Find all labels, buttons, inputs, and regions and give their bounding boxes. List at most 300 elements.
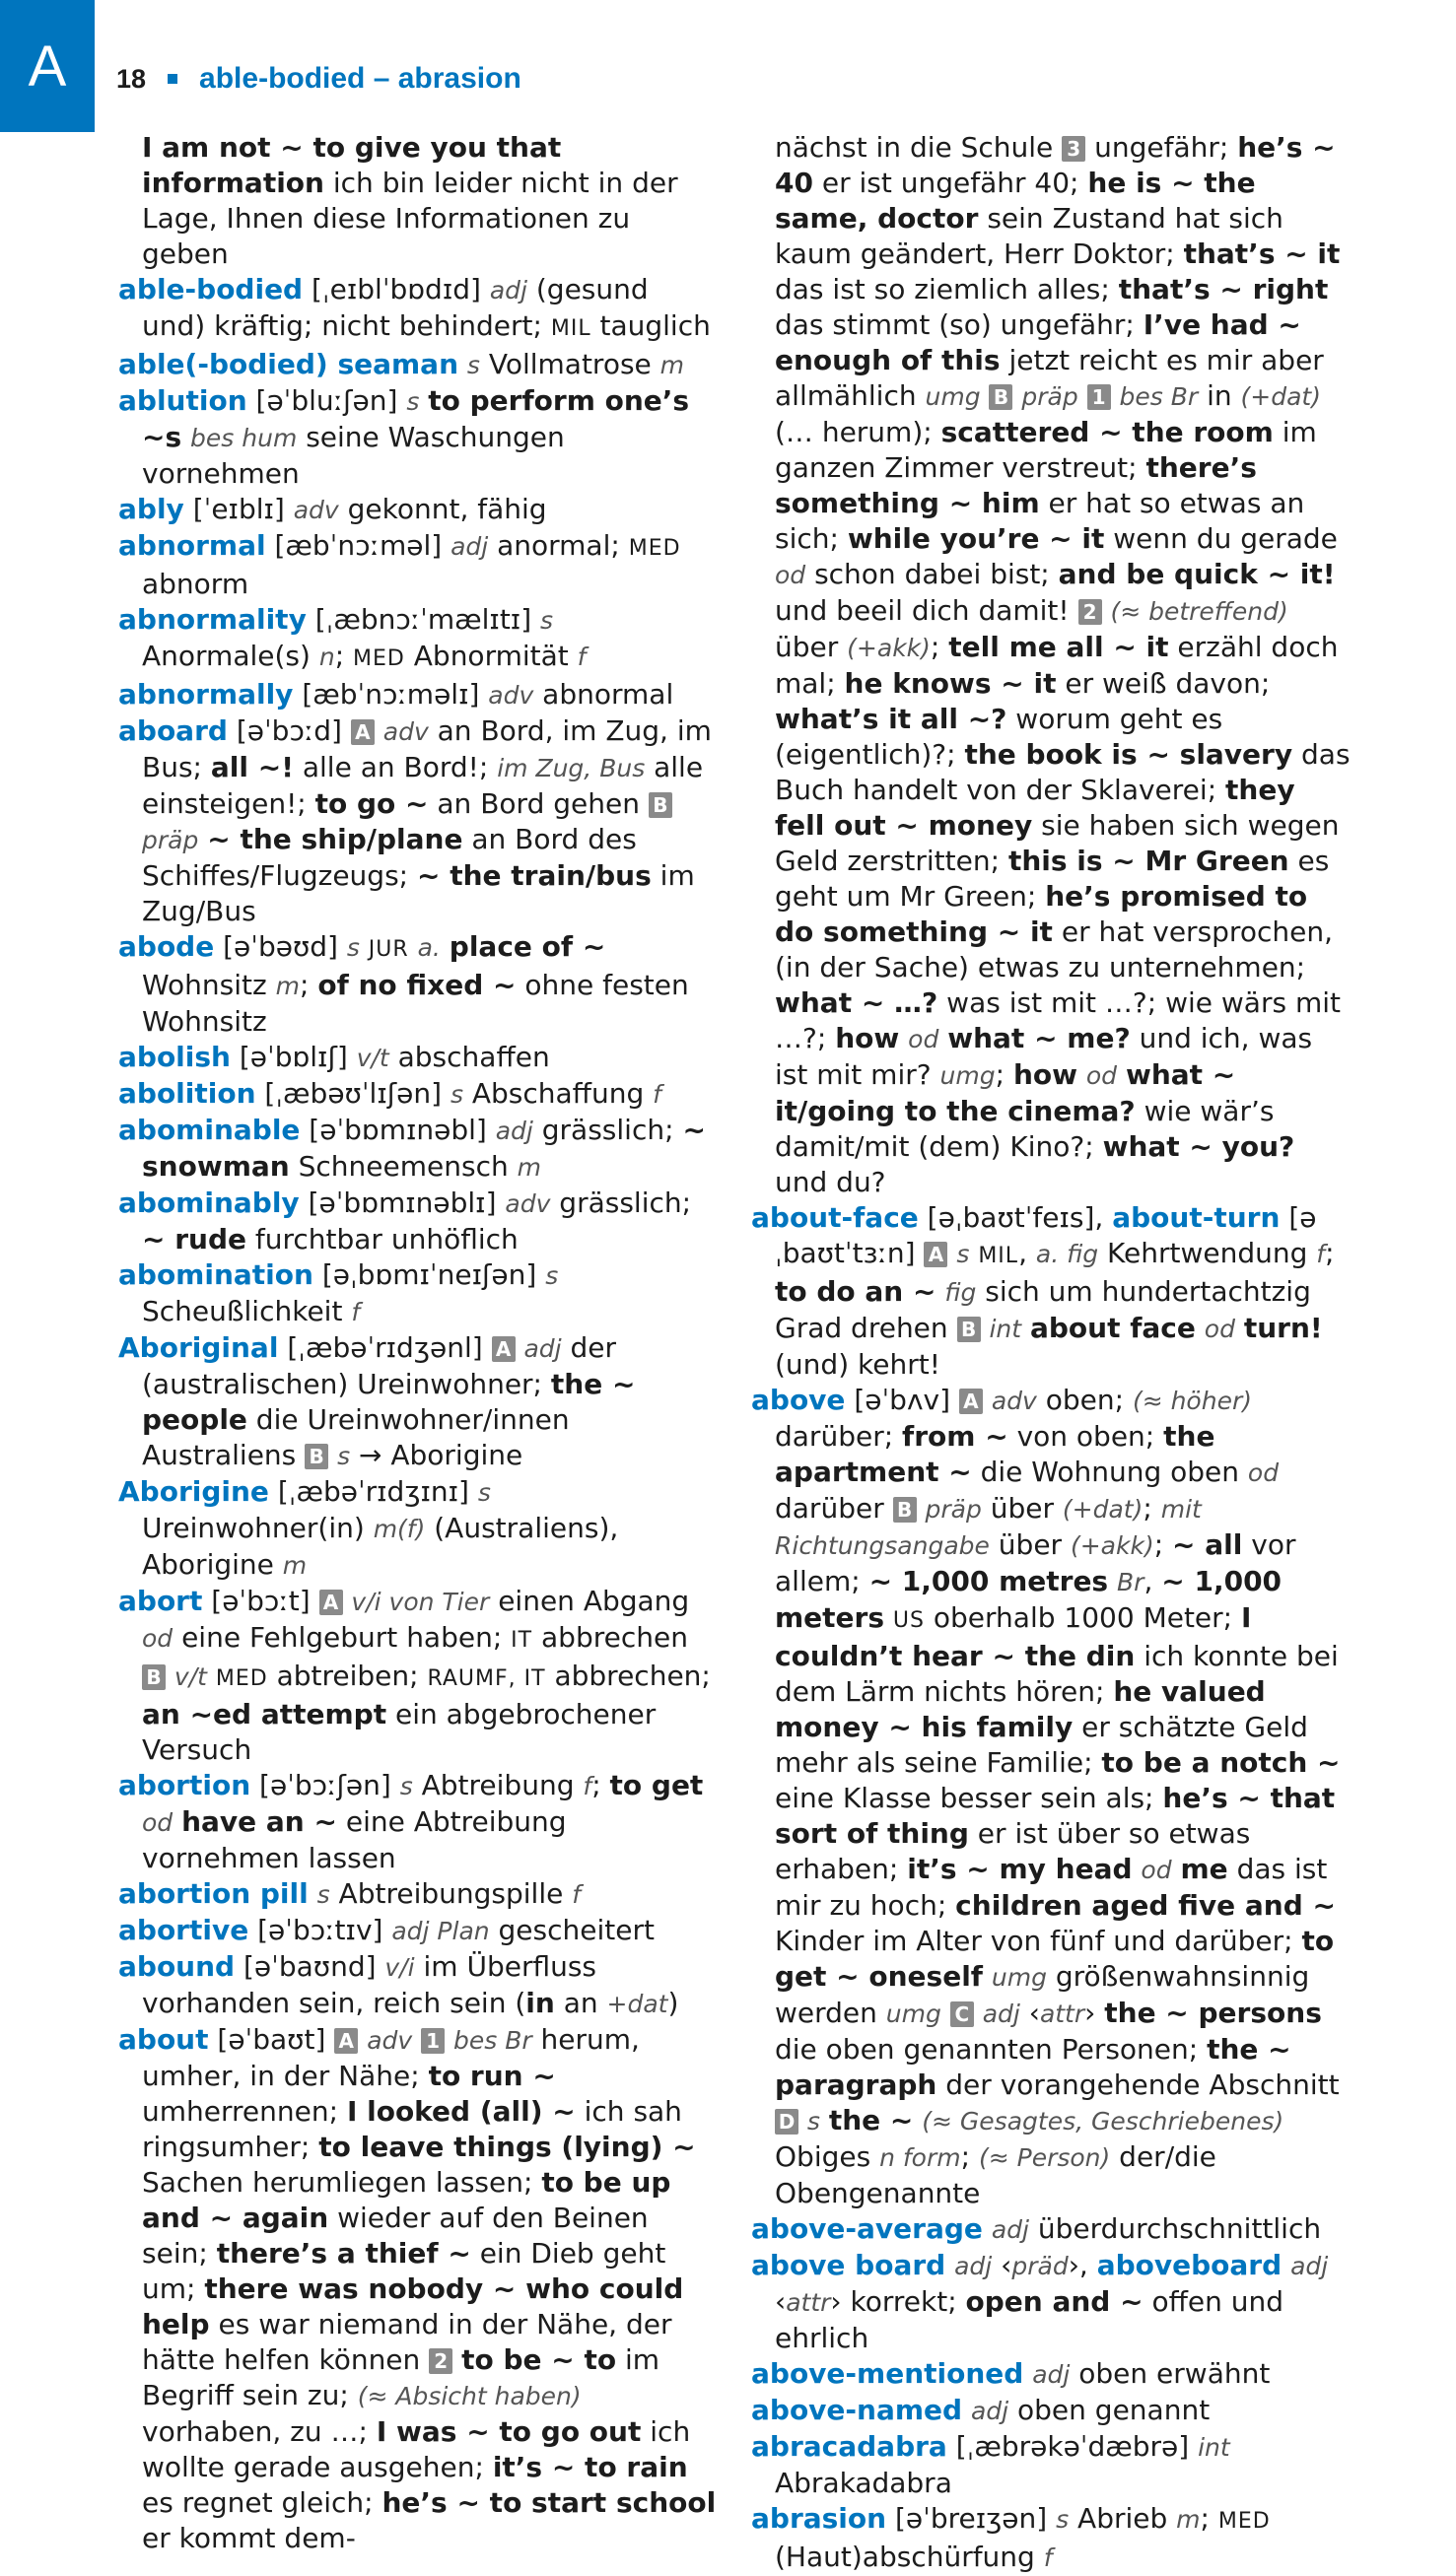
entry-text: abnormal — [533, 678, 674, 711]
entry-text: darüber; — [775, 1420, 903, 1453]
entry-text: ; — [960, 2140, 979, 2173]
entry-text: › — [1084, 1997, 1105, 2029]
example-phrase: to run ~ — [428, 2060, 556, 2092]
entry-text: seine Waschungen vornehmen — [142, 421, 565, 490]
running-head-range: able-bodied – abrasion — [199, 62, 521, 95]
subject-label: MIL — [550, 316, 591, 341]
headword: Aborigine — [118, 1475, 269, 1508]
entry-text: (… herum); — [775, 416, 941, 448]
grammar-label: umg — [991, 1963, 1047, 1992]
example-phrase: he’s ~ to start school — [381, 2486, 717, 2519]
entry-text: [əˌbaʊtˈtɜːn] — [775, 1201, 1317, 1269]
entry-text — [360, 930, 369, 963]
grammar-label: adj — [991, 2215, 1029, 2244]
entry-text — [181, 421, 190, 453]
section-letter-tab — [0, 0, 95, 132]
example-phrase: to get ~ oneself — [775, 1925, 1335, 1993]
example-phrase: to be a notch ~ — [1101, 1746, 1341, 1779]
example-phrase: I am not ~ to give you that information — [142, 131, 562, 199]
entry-text: [əˈbʌv] — [845, 1384, 959, 1416]
example-phrase: he’s ~ 40 — [775, 131, 1336, 199]
example-phrase: tell me all ~ it — [948, 631, 1169, 663]
entry-text: der vorangehende Abschnitt — [936, 2068, 1340, 2101]
entry-text — [441, 930, 450, 963]
example-phrase: about face — [1029, 1312, 1196, 1344]
grammar-label: Br — [1117, 1568, 1144, 1596]
grammar-label: mit Richtungsangabe — [775, 1495, 1202, 1560]
example-phrase: to get — [609, 1769, 704, 1801]
sense-marker: B — [305, 1444, 328, 1469]
entry-text: alle an Bord!; — [293, 751, 498, 783]
dictionary-entry — [118, 1768, 720, 1876]
entry-text: er hat so etwas an sich; — [775, 487, 1305, 555]
entry-text: schon dabei bist; — [805, 558, 1059, 590]
example-phrase: to be up and ~ again — [142, 2166, 671, 2234]
grammar-label: adv — [382, 717, 429, 746]
entry-text: ; — [1153, 1528, 1173, 1561]
entry-text — [445, 2023, 453, 2056]
entry-continuation — [118, 130, 720, 272]
grammar-label: (≈ betreffend) — [1110, 597, 1288, 626]
grammar-label: od — [1247, 1458, 1280, 1487]
example-phrase: scattered ~ the room — [940, 416, 1274, 448]
example-phrase: in — [525, 1987, 555, 2019]
example-phrase: he valued money ~ his family — [775, 1675, 1266, 1743]
grammar-label: m(f) — [373, 1515, 426, 1543]
example-phrase: turn! — [1243, 1312, 1323, 1344]
entry-text: [æbˈnɔːməl] — [265, 529, 451, 562]
example-phrase: what ~ it/going to the cinema? — [775, 1058, 1236, 1127]
entry-text — [173, 1805, 181, 1838]
entry-text: Wohnsitz — [142, 969, 276, 1001]
grammar-label: int — [989, 1315, 1022, 1343]
entry-text — [1196, 1312, 1205, 1344]
example-phrase: I couldn’t hear ~ the din — [775, 1601, 1252, 1672]
entry-text: im Überfluss vorhanden sein, reich sein ( — [142, 1950, 597, 2019]
dictionary-entry — [118, 528, 720, 602]
example-phrase: children aged five and ~ — [955, 1889, 1336, 1922]
grammar-label: adv — [991, 1387, 1037, 1415]
example-phrase: that’s ~ it — [1183, 237, 1341, 270]
entry-text: größenwahnsinnig werden — [775, 1960, 1310, 2029]
dictionary-entry — [118, 713, 720, 929]
entry-text: grässlich; — [550, 1186, 692, 1219]
entry-text: tauglich — [590, 309, 711, 342]
dictionary-entry — [751, 2356, 1352, 2393]
grammar-label: adj — [1290, 2252, 1329, 2280]
entry-text: die Wohnung oben — [971, 1456, 1248, 1488]
entry-text: die Ureinwohner/innen Australiens — [142, 1403, 570, 1471]
dictionary-column-right — [751, 130, 1352, 2576]
entry-text: → Aborigine — [350, 1439, 523, 1471]
grammar-label: +dat — [606, 1990, 668, 2018]
entry-text: wenn du gerade — [1104, 522, 1338, 555]
example-phrase: there was nobody ~ who could help — [142, 2272, 684, 2340]
entry-text: [ˈeɪblɪ] — [183, 493, 294, 525]
entry-text: [əˌbɒmɪˈneɪʃən] — [312, 1258, 546, 1291]
headword: above board — [751, 2249, 946, 2281]
example-phrase: ~ rude — [142, 1223, 246, 1255]
entry-text: abnorm — [142, 568, 249, 600]
grammar-label: s — [337, 1442, 351, 1470]
dictionary-entry — [751, 2429, 1352, 2501]
grammar-label: s — [346, 933, 360, 962]
example-phrase: the ~ paragraph — [775, 2033, 1291, 2101]
grammar-label: f — [351, 1298, 361, 1326]
sense-marker: 3 — [1062, 136, 1085, 162]
entry-text: , — [1018, 1237, 1036, 1269]
grammar-label: bes hum — [190, 424, 298, 452]
dictionary-entry — [118, 1330, 720, 1474]
headword: about-turn — [1112, 1201, 1281, 1234]
grammar-label: s — [1056, 2505, 1070, 2534]
entry-text: [əˈbɔːʃən] — [250, 1769, 400, 1801]
example-phrase: I looked (all) ~ — [346, 2095, 576, 2128]
entry-text: Abtreibungspille — [329, 1877, 573, 1910]
example-phrase: I was ~ to go out — [376, 2415, 642, 2448]
grammar-label: od — [1204, 1315, 1235, 1343]
entry-text: [əˈbreɪʒən] — [886, 2502, 1057, 2535]
headword: above-average — [751, 2212, 983, 2245]
entry-text: [əˈbaʊt] — [208, 2023, 335, 2056]
grammar-label: n form — [879, 2143, 961, 2172]
entry-text: er schätzte Geld mehr als seine Familie; — [775, 1711, 1308, 1779]
running-header — [116, 59, 521, 99]
dictionary-entry — [118, 272, 720, 347]
sense-marker: B — [957, 1317, 981, 1342]
entry-text: vor allem; — [775, 1528, 1296, 1597]
grammar-label: adj — [495, 1117, 533, 1145]
grammar-label: od — [1141, 1856, 1172, 1884]
entry-text: ; — [591, 1769, 610, 1801]
entry-text: die oben genannten Personen; — [775, 2033, 1208, 2066]
sense-marker: B — [893, 1497, 917, 1523]
grammar-label: f — [572, 1880, 582, 1909]
entry-text — [941, 1997, 950, 2029]
entry-text: Scheußlichkeit — [142, 1295, 352, 1327]
dictionary-entry — [118, 1186, 720, 1257]
entry-text: [əˈbaʊnd] — [235, 1950, 385, 1983]
entry-text: es regnet gleich; — [142, 2486, 382, 2519]
headword: aboveboard — [1096, 2249, 1283, 2281]
grammar-label: adv — [367, 2026, 413, 2055]
entry-text — [458, 348, 467, 380]
entry-text: (gesund und) kräftig; nicht behindert; — [142, 273, 649, 342]
section-letter: A — [28, 34, 67, 99]
dictionary-column-left — [118, 130, 720, 2556]
headword: Aboriginal — [118, 1331, 279, 1364]
example-phrase: the ~ people — [142, 1368, 636, 1436]
entry-text: ; — [930, 631, 949, 663]
entry-text: es geht um Mr Green; — [775, 845, 1330, 913]
grammar-label: v/i von Tier — [351, 1588, 490, 1616]
example-phrase: ~ the train/bus — [417, 859, 652, 892]
grammar-label: s — [477, 1478, 491, 1507]
entry-text: eine Abtreibung vornehmen lassen — [142, 1805, 567, 1874]
entry-text: das ist mir zu hoch; — [775, 1853, 1328, 1922]
example-phrase: to do an ~ — [775, 1275, 936, 1308]
entry-text — [1235, 1312, 1244, 1344]
headword: ably — [118, 493, 184, 525]
entry-text: ) — [667, 1987, 679, 2019]
headword: abnormality — [118, 603, 307, 636]
entry-text: gescheitert — [489, 1914, 655, 1946]
grammar-label: adj — [970, 2397, 1009, 2425]
example-phrase: place of ~ — [449, 930, 606, 963]
grammar-label: od — [142, 1808, 173, 1837]
example-phrase: I’ve had ~ enough of this — [775, 308, 1301, 376]
grammar-label: od — [1085, 1061, 1118, 1090]
example-phrase: all ~! — [210, 751, 294, 783]
entry-text: der (australischen) Ureinwohner; — [142, 1331, 617, 1400]
example-phrase: ~ all — [1172, 1528, 1243, 1561]
entry-text: › korrekt; — [830, 2285, 966, 2318]
dictionary-entry — [751, 1383, 1352, 2211]
entry-text: umherrennen; — [142, 2095, 347, 2128]
entry-text: ; — [299, 969, 318, 1001]
entry-text: Schneemensch — [289, 1150, 518, 1183]
entry-text: einen Abgang — [489, 1585, 690, 1617]
example-phrase: what’s it all ~? — [775, 703, 1007, 735]
subject-label: RAUMF, IT — [427, 1666, 546, 1691]
headword: abortion — [118, 1769, 251, 1801]
entry-text: Abtreibung — [412, 1769, 584, 1801]
entry-text: Abrieb — [1069, 2502, 1177, 2535]
entry-text: ungefähr; — [1085, 131, 1238, 164]
entry-text: gekonnt, fähig — [338, 493, 547, 525]
entry-text — [936, 1275, 944, 1308]
page-number: 18 — [116, 63, 147, 94]
entry-text: er weiß davon; — [1056, 667, 1271, 700]
entry-text: Ureinwohner(in) — [142, 1512, 374, 1544]
subject-label: IT — [511, 1628, 533, 1653]
dictionary-entry — [118, 1076, 720, 1113]
headword: about-face — [751, 1201, 919, 1234]
sense-marker: B — [989, 384, 1012, 410]
entry-text — [1172, 1853, 1181, 1885]
entry-text: ein Dieb geht um; — [142, 2237, 666, 2305]
entry-text: [ˌæbəʊˈlɪʃən] — [255, 1077, 451, 1110]
entry-text: ‹ — [775, 2285, 787, 2318]
entry-text: das Buch handelt von der Sklaverei; — [775, 738, 1351, 806]
entry-text: von oben; — [1007, 1420, 1164, 1453]
grammar-label: s — [316, 1880, 330, 1909]
entry-text: über — [775, 631, 848, 663]
entry-text — [820, 2104, 829, 2136]
example-phrase: he knows ~ it — [844, 667, 1057, 700]
entry-text: Anormale(s) — [142, 640, 319, 672]
entry-text — [409, 930, 418, 963]
headword: abortive — [118, 1914, 249, 1946]
grammar-label: int — [1198, 2433, 1230, 2462]
example-phrase: they fell out ~ money — [775, 774, 1295, 842]
example-phrase: and be quick ~ it! — [1058, 558, 1336, 590]
grammar-label: präd — [1011, 2252, 1069, 2280]
grammar-label: s — [406, 387, 420, 416]
example-phrase: there’s a thief ~ — [216, 2237, 471, 2270]
entry-text — [1108, 1565, 1117, 1597]
entry-text: abtreiben; — [267, 1660, 428, 1692]
entry-text — [938, 1022, 947, 1054]
entry-text: alle einsteigen!; — [142, 751, 704, 820]
entry-text — [198, 823, 207, 855]
entry-text: (und) kehrt! — [775, 1348, 940, 1381]
grammar-label: attr — [786, 2288, 831, 2317]
grammar-label: a. — [417, 933, 441, 962]
entry-text: in — [1198, 379, 1241, 412]
entry-text — [798, 2104, 807, 2136]
entry-text: [əˌbaʊtˈfeɪs], — [918, 1201, 1113, 1234]
example-phrase: to perform one’s ~s — [142, 384, 690, 453]
grammar-label: s — [956, 1240, 970, 1268]
entry-text — [983, 2212, 992, 2245]
grammar-label: f — [1316, 1240, 1326, 1268]
grammar-label: (+akk) — [847, 634, 931, 662]
grammar-label: adv — [488, 681, 534, 710]
entry-text: ; — [1143, 1492, 1161, 1525]
headword: above-mentioned — [751, 2357, 1024, 2390]
entry-text: ich sah ringsumher; — [142, 2095, 682, 2163]
grammar-label: adj — [523, 1334, 562, 1363]
subject-label: MED — [353, 646, 405, 671]
entry-text: ‹ — [992, 2249, 1012, 2281]
entry-text: sein Zustand hat sich kaum geändert, Herr Doktor; — [775, 202, 1283, 270]
sense-marker: A — [334, 2028, 358, 2054]
entry-text: ‹ — [1019, 1997, 1040, 2029]
sense-marker: D — [775, 2109, 798, 2135]
entry-text — [1111, 379, 1120, 412]
entry-text: ich wollte gerade ausgehen; — [142, 2415, 691, 2483]
entry-text: das ist so ziemlich alles; — [775, 273, 1119, 305]
grammar-label: f — [653, 1080, 661, 1109]
entry-text — [358, 2023, 367, 2056]
dictionary-entry — [118, 1876, 720, 1913]
dictionary-entry — [118, 347, 720, 383]
headword: ablution — [118, 384, 247, 417]
subject-label: MIL — [978, 1244, 1019, 1268]
dictionary-entry — [751, 1200, 1352, 1383]
sense-marker: B — [142, 1664, 166, 1690]
headword: abnormally — [118, 678, 294, 711]
entry-text: oben; — [1036, 1384, 1133, 1416]
entry-text: (Haut)abschürfung — [775, 2541, 1044, 2573]
example-phrase: how — [835, 1022, 900, 1054]
entry-text: oberhalb 1000 Meter; — [925, 1601, 1242, 1634]
grammar-label: (≈ Absicht haben) — [357, 2382, 582, 2410]
header-bullet — [168, 74, 177, 84]
entry-text: wie wär’s damit/mit (dem) Kino?; — [775, 1095, 1275, 1163]
example-phrase: from ~ — [902, 1420, 1008, 1453]
example-phrase: that’s ~ right — [1118, 273, 1329, 305]
dictionary-entry — [118, 677, 720, 713]
entry-text: [əˈbɒlɪʃ] — [230, 1041, 357, 1073]
entry-text: [əˈbɔːtɪv] — [248, 1914, 392, 1946]
entry-text — [1117, 1058, 1126, 1091]
grammar-label: adv — [505, 1189, 551, 1218]
entry-text: das stimmt (so) ungefähr; — [775, 308, 1144, 341]
headword: abominably — [118, 1186, 300, 1219]
entry-text — [207, 1660, 216, 1692]
entry-text: nächst in die Schule — [775, 131, 1063, 164]
entry-text: [əˈbɔːt] — [202, 1585, 319, 1617]
entry-text — [166, 1660, 174, 1692]
entry-text — [1077, 1058, 1086, 1091]
example-phrase: to leave things (lying) ~ — [318, 2131, 696, 2163]
entry-text: [ˌæbrəkəˈdæbrə] — [946, 2430, 1199, 2463]
entry-text — [913, 2104, 922, 2136]
entry-text: sie haben sich wegen Geld zerstritten; — [775, 809, 1340, 877]
headword: abound — [118, 1950, 236, 1983]
example-phrase: the ~ persons — [1104, 1997, 1322, 2029]
headword: above-named — [751, 2394, 963, 2426]
entry-text: wieder auf den Beinen sein; — [142, 2202, 649, 2270]
grammar-label: fig — [944, 1278, 977, 1307]
sense-marker: 1 — [421, 2028, 445, 2054]
entry-text: der/die Obengenannte — [775, 2140, 1216, 2209]
example-phrase: while you’re ~ it — [847, 522, 1105, 555]
grammar-label: od — [908, 1025, 939, 1053]
entry-text: [əˈbluːʃən] — [246, 384, 407, 417]
grammar-label: umg — [885, 2000, 941, 2028]
grammar-label: adj — [451, 532, 489, 561]
entry-text — [1078, 379, 1087, 412]
example-phrase: ~ the ship/plane — [207, 823, 463, 855]
grammar-label: a. fig — [1035, 1240, 1099, 1268]
dictionary-entry — [118, 1113, 720, 1186]
entry-text: was ist mit …?; wie wärs mit …?; — [775, 986, 1342, 1054]
example-phrase: what ~ me? — [947, 1022, 1131, 1054]
dictionary-entry — [118, 602, 720, 677]
entry-text: sich um hundertachtzig Grad drehen — [775, 1275, 1311, 1344]
grammar-label: s — [545, 1261, 559, 1290]
entry-text: [əˈbɒmɪnəbl] — [300, 1114, 496, 1146]
entry-text: vorhaben, zu …; — [142, 2415, 377, 2448]
dictionary-entry — [751, 2248, 1352, 2356]
entry-text: im Zug/Bus — [142, 859, 695, 927]
entry-text: ohne festen Wohnsitz — [142, 969, 689, 1038]
grammar-label: s — [450, 1080, 463, 1109]
dictionary-entry — [118, 383, 720, 492]
grammar-label: (≈ Gesagtes, Geschriebenes) — [922, 2107, 1284, 2135]
entry-text: [əˈbəʊd] — [214, 930, 347, 963]
entry-text: jetzt reicht es mir aber allmählich — [775, 344, 1324, 412]
entry-text — [1021, 1312, 1030, 1344]
entry-text: Obiges — [775, 2140, 880, 2173]
subject-label: JUR — [368, 937, 409, 962]
entry-text: abbrechen — [532, 1621, 688, 1654]
entry-text — [1282, 2249, 1290, 2281]
grammar-label: f — [583, 1772, 592, 1800]
grammar-label: adj Plan — [391, 1917, 490, 1945]
sense-marker: C — [950, 2001, 974, 2027]
grammar-label: (≈ höher) — [1132, 1387, 1252, 1415]
grammar-label: f — [577, 643, 587, 671]
entry-text: überdurchschnittlich — [1028, 2212, 1322, 2245]
entry-text — [962, 2394, 971, 2426]
example-phrase: how — [1012, 1058, 1077, 1091]
grammar-label: (+akk) — [1070, 1531, 1154, 1560]
dictionary-entry — [118, 492, 720, 528]
entry-text: und beeil dich damit! — [775, 594, 1078, 627]
example-phrase: of no fixed ~ — [317, 969, 517, 1001]
example-phrase: me — [1180, 1853, 1228, 1885]
entry-text: [əˈbɒmɪnəblɪ] — [299, 1186, 506, 1219]
entry-text: an Bord, im Zug, im Bus; — [142, 714, 712, 783]
entry-text: Abnormität — [404, 640, 578, 672]
entry-text: an Bord gehen — [428, 787, 649, 820]
entry-text: Abrakadabra — [775, 2467, 952, 2499]
entry-text: und ich, was ist mit mir? — [775, 1022, 1313, 1091]
